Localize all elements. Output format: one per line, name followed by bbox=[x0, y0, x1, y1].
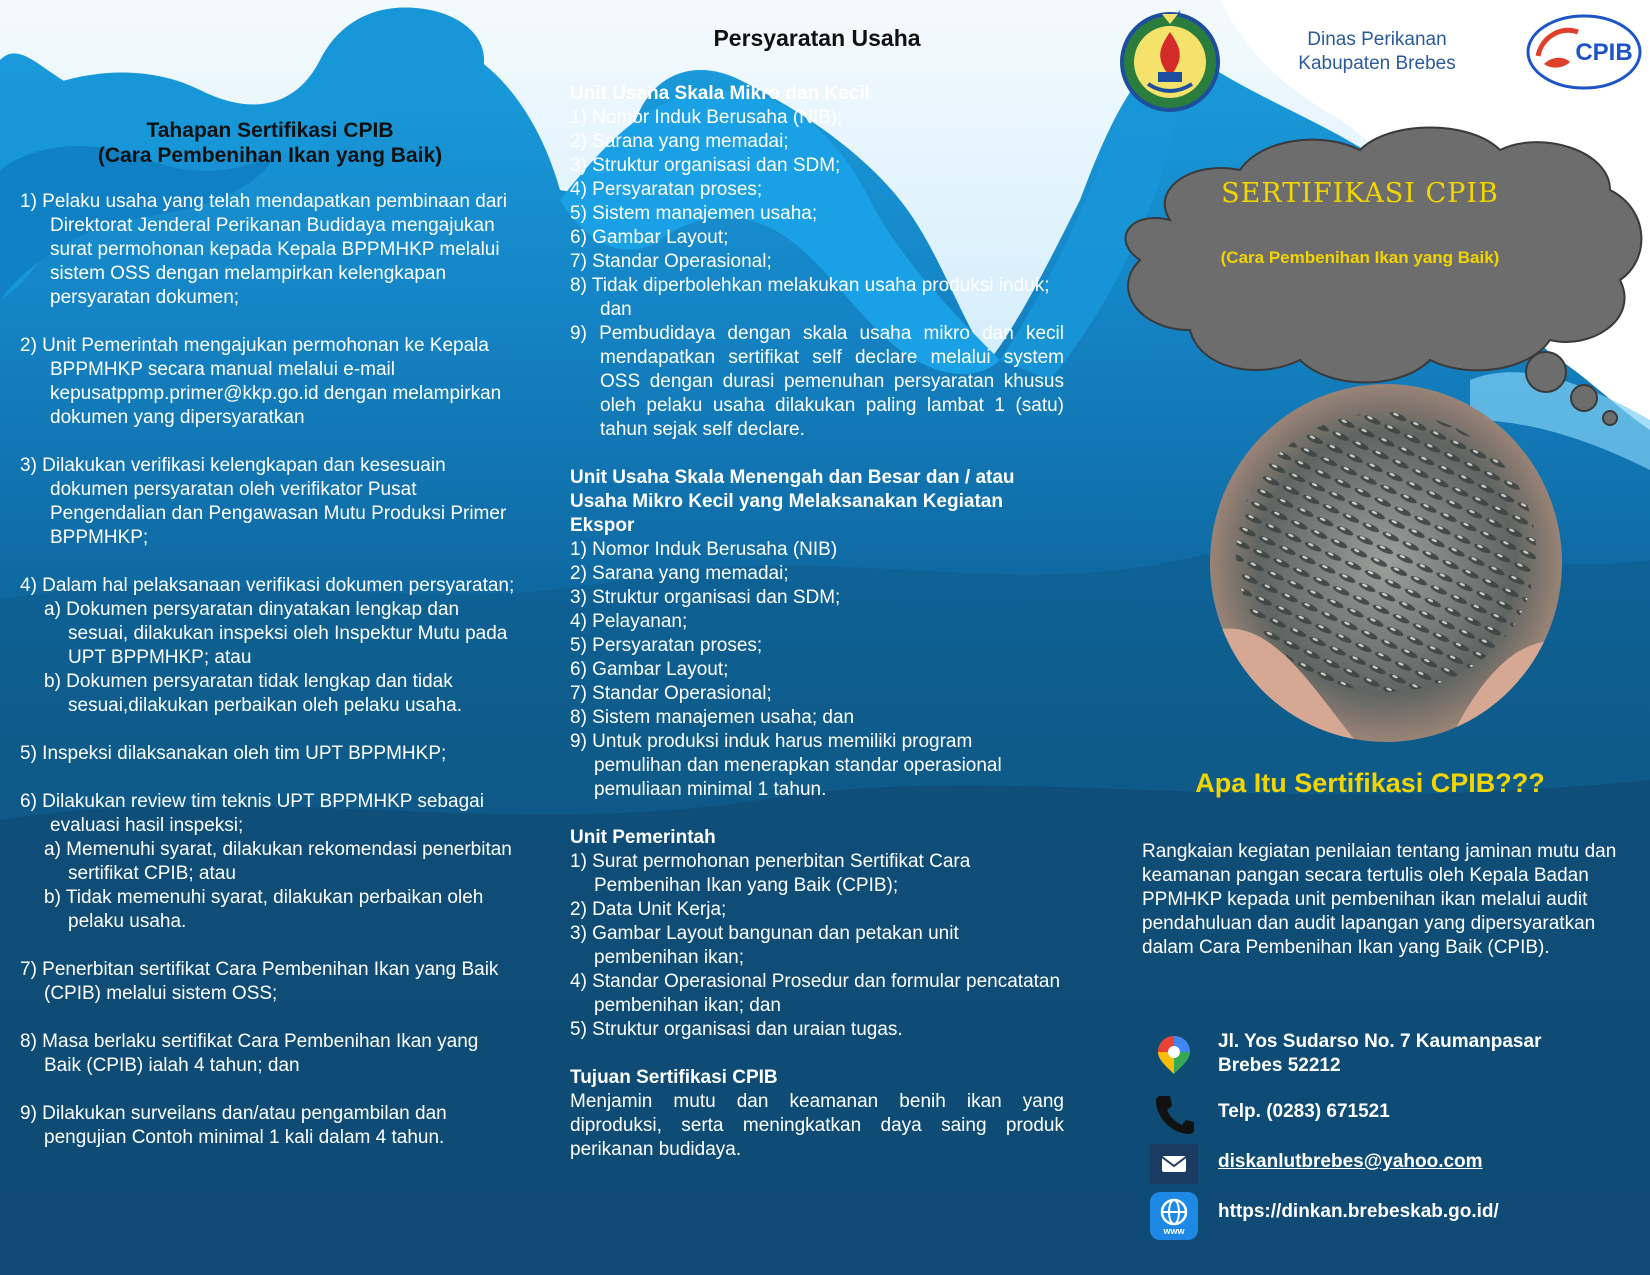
mikro-item-1: 1) Nomor Induk Berusaha (NIB); bbox=[570, 107, 843, 128]
menengah-list bbox=[570, 538, 1064, 802]
mikro-list bbox=[570, 106, 1064, 442]
www-label: www bbox=[1163, 1226, 1185, 1236]
pemerintah-item-2: 2) Data Unit Kerja; bbox=[570, 899, 727, 920]
menengah-item-3: 3) Struktur organisasi dan SDM; bbox=[570, 587, 841, 608]
pemerintah-item-1: 1) Surat permohonan penerbitan Sertifikat Cara Pembenihan Ikan yang Baik (CPIB); bbox=[570, 851, 971, 896]
step-3: 3) Dilakukan verifikasi kelengkapan dan kesesuain dokumen persyaratan oleh verifikator Pusat Pengendalian dan Pengawasan Mutu Produksi Primer BPPMHKP; bbox=[20, 455, 507, 548]
mikro-item-5: 5) Sistem manajemen usaha; bbox=[570, 203, 818, 224]
mikro-item-3: 3) Struktur organisasi dan SDM; bbox=[570, 155, 841, 176]
agency-line1: Dinas Perikanan bbox=[1307, 29, 1447, 50]
cloud-subtitle: (Cara Pembenihan Ikan yang Baik) bbox=[1220, 248, 1500, 267]
contact-website[interactable] bbox=[1150, 1192, 1499, 1240]
steps-title-line1: Tahapan Sertifikasi CPIB bbox=[146, 119, 394, 142]
menengah-item-7: 7) Standar Operasional; bbox=[570, 683, 772, 704]
pemerintah-list bbox=[570, 850, 1064, 1042]
menengah-item-6: 6) Gambar Layout; bbox=[570, 659, 729, 680]
mikro-item-4: 4) Persyaratan proses; bbox=[570, 179, 763, 200]
menengah-item-5: 5) Persyaratan proses; bbox=[570, 635, 763, 656]
contact-email[interactable] bbox=[1150, 1140, 1483, 1188]
cpib-logo-text: CPIB bbox=[1575, 39, 1633, 66]
step-7: 7) Penerbitan sertifikat Cara Pembenihan Ikan yang Baik (CPIB) melalui sistem OSS; bbox=[20, 959, 499, 1004]
agency-line2: Kabupaten Brebes bbox=[1298, 53, 1456, 74]
step-4b: b) Dokumen persyaratan tidak lengkap dan tidak sesuai,dilakukan perbaikan oleh pelaku usaha. bbox=[44, 671, 462, 716]
cpib-logo bbox=[1522, 12, 1642, 92]
step-6b: b) Tidak memenuhi syarat, dilakukan perbaikan oleh pelaku usaha. bbox=[44, 887, 484, 932]
cloud-title: SERTIFIKASI CPIB bbox=[1221, 178, 1499, 209]
step-8: 8) Masa berlaku sertifikat Cara Pembenihan Ikan yang Baik (CPIB) ialah 4 tahun; dan bbox=[20, 1031, 479, 1076]
website-link[interactable]: https://dinkan.brebeskab.go.id/ bbox=[1218, 1201, 1499, 1222]
steps-title-line2: (Cara Pembenihan Ikan yang Baik) bbox=[97, 144, 443, 167]
certification-steps-panel bbox=[20, 118, 520, 1150]
pemerintah-item-3: 3) Gambar Layout bangunan dan petakan unit pembenihan ikan; bbox=[570, 923, 959, 968]
menengah-item-8: 8) Sistem manajemen usaha; dan bbox=[570, 707, 855, 728]
cpib-description: Rangkaian kegiatan penilaian tentang jaminan mutu dan keamanan pangan secara tertulis oleh Kepala Badan PPMHKP kepada unit pembenihan ikan melalui audit pendahuluan dan audit lapangan yang dipersyaratkan dalam Cara Pembenihan Ikan yang Baik (CPIB). bbox=[1142, 841, 1617, 958]
menengah-item-1: 1) Nomor Induk Berusaha (NIB) bbox=[570, 539, 838, 560]
step-5: 5) Inspeksi dilaksanakan oleh tim UPT BPPMHKP; bbox=[20, 743, 447, 764]
contact-address bbox=[1150, 1030, 1541, 1078]
menengah-heading: Unit Usaha Skala Menengah dan Besar dan / atau Usaha Mikro Kecil yang Melaksanakan Kegiatan Ekspor bbox=[570, 467, 1015, 536]
fish-fry-photo bbox=[1208, 382, 1565, 744]
phone-number: Telp. (0283) 671521 bbox=[1218, 1101, 1390, 1122]
agency-name bbox=[1262, 28, 1492, 76]
address-line2: Brebes 52212 bbox=[1218, 1055, 1341, 1076]
pemerintah-item-5: 5) Struktur organisasi dan uraian tugas. bbox=[570, 1019, 903, 1040]
address-line1: Jl. Yos Sudarso No. 7 Kaumanpasar bbox=[1218, 1031, 1542, 1052]
globe-icon bbox=[1150, 1192, 1198, 1240]
step-9: 9) Dilakukan surveilans dan/atau pengambilan dan pengujian Contoh minimal 1 kali dalam 4 tahun. bbox=[20, 1103, 447, 1148]
mikro-item-9: 9) Pembudidaya dengan skala usaha mikro dan kecil mendapatkan sertifikat self declare melalui system OSS dengan durasi pemenuhan persyaratan khusus oleh pelaku usaha dilakukan paling lambat 1 (satu) tahun sejak self declare. bbox=[570, 323, 1064, 440]
menengah-item-9: 9) Untuk produksi induk harus memiliki program pemulihan dan menerapkan standar operasional pemuliaan minimal 1 tahun. bbox=[570, 731, 1002, 800]
menengah-item-4: 4) Pelayanan; bbox=[570, 611, 688, 632]
step-4a: a) Dokumen persyaratan dinyatakan lengkap dan sesuai, dilakukan inspeksi oleh Inspektur Mutu pada UPT BPPMHKP; atau bbox=[44, 599, 508, 668]
pemerintah-heading: Unit Pemerintah bbox=[570, 827, 716, 848]
mikro-item-8: 8) Tidak diperbolehkan melakukan usaha produksi induk; dan bbox=[570, 275, 1050, 320]
business-requirements-panel bbox=[570, 26, 1064, 1162]
mikro-item-2: 2) Sarana yang memadai; bbox=[570, 131, 789, 152]
step-2: 2) Unit Pemerintah mengajukan permohonan ke Kepala BPPMHKP secara manual melalui e-mail kepusatppmp.primer@kkp.go.id dengan melampirkan dokumen yang dipersyaratkan bbox=[20, 335, 502, 428]
contact-phone bbox=[1150, 1090, 1390, 1138]
phone-icon bbox=[1150, 1090, 1198, 1138]
what-is-cpib-heading: Apa Itu Sertifikasi CPIB??? bbox=[1195, 768, 1545, 798]
mail-icon bbox=[1150, 1140, 1198, 1188]
pemerintah-item-4: 4) Standar Operasional Prosedur dan formular pencatatan pembenihan ikan; dan bbox=[570, 971, 1061, 1016]
step-1: 1) Pelaku usaha yang telah mendapatkan pembinaan dari Direktorat Jenderal Perikanan Budidaya mengajukan surat permohonan kepada Kepala BPPMHKP melalui sistem OSS dengan melampirkan kelengkapan persyaratan dokumen; bbox=[20, 191, 507, 308]
tujuan-text: Menjamin mutu dan keamanan benih ikan yang diproduksi, serta meningkatkan daya saing produk perikanan budidaya. bbox=[570, 1091, 1064, 1160]
steps-title bbox=[20, 118, 520, 168]
mikro-heading: Unit Usaha Skala Mikro dan Kecil bbox=[570, 83, 870, 104]
requirements-title: Persyaratan Usaha bbox=[713, 25, 921, 51]
map-pin-icon bbox=[1150, 1030, 1198, 1078]
tujuan-heading: Tujuan Sertifikasi CPIB bbox=[570, 1067, 778, 1088]
email-link[interactable]: diskanlutbrebes@yahoo.com bbox=[1218, 1151, 1483, 1172]
mikro-item-6: 6) Gambar Layout; bbox=[570, 227, 729, 248]
step-6a: a) Memenuhi syarat, dilakukan rekomendasi penerbitan sertifikat CPIB; atau bbox=[44, 839, 512, 884]
step-6: 6) Dilakukan review tim teknis UPT BPPMHKP sebagai evaluasi hasil inspeksi; bbox=[20, 791, 484, 836]
mikro-item-7: 7) Standar Operasional; bbox=[570, 251, 772, 272]
menengah-item-2: 2) Sarana yang memadai; bbox=[570, 563, 789, 584]
brebes-regency-emblem bbox=[1118, 10, 1222, 114]
step-4: 4) Dalam hal pelaksanaan verifikasi dokumen persyaratan; bbox=[20, 575, 515, 596]
